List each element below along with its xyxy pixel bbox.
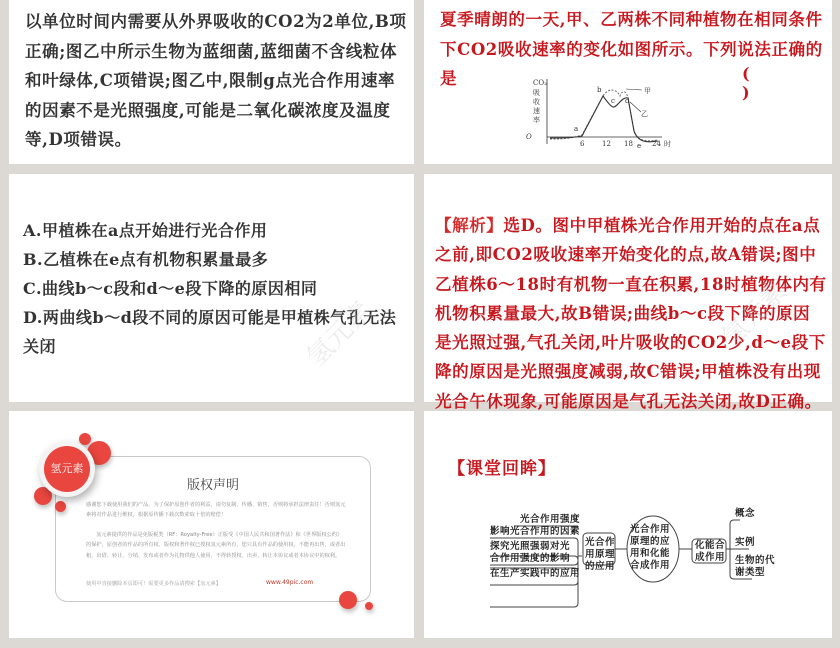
svg-text:6: 6 xyxy=(580,140,585,148)
svg-text:c: c xyxy=(611,97,615,105)
svg-text:O: O xyxy=(526,133,532,141)
concept-item: 概念 xyxy=(735,508,756,519)
slide-top-right[interactable] xyxy=(424,0,832,164)
copyright-url[interactable]: www.49pic.com xyxy=(266,579,314,586)
concept-item: 在生产实践中的应用 xyxy=(490,568,581,579)
svg-text:吸: 吸 xyxy=(533,89,540,97)
concept-node-right: 化能合成作用 xyxy=(695,540,726,563)
concept-item: 生物的代谢类型 xyxy=(735,555,776,578)
svg-text:b: b xyxy=(597,86,602,94)
slide-analysis[interactable] xyxy=(424,174,832,411)
brand-logo xyxy=(39,441,95,497)
answer-paren: ( ) xyxy=(742,64,778,102)
svg-text:24: 24 xyxy=(652,140,661,148)
concept-item: 探究光照强弱对光合作用强度的影响 xyxy=(490,541,571,564)
svg-text:CO₂: CO₂ xyxy=(533,79,547,87)
svg-text:12: 12 xyxy=(602,140,611,148)
concept-item: 影响光合作用的因素 xyxy=(490,526,581,537)
option-c: C.曲线b～c段和d～e段下降的原因相同 xyxy=(23,279,318,298)
svg-text:率: 率 xyxy=(533,116,540,124)
decor-dot xyxy=(55,501,66,512)
concept-node-left: 光合作用原理的应用 xyxy=(585,537,616,572)
decor-dot xyxy=(79,433,91,445)
slide-top-left[interactable] xyxy=(9,0,414,164)
copyright-card xyxy=(55,456,371,602)
slide-copyright[interactable] xyxy=(9,411,414,638)
slide-review[interactable] xyxy=(424,411,832,638)
review-title: 【课堂回眸】 xyxy=(448,459,556,479)
watermark: 氢元素 xyxy=(301,296,378,373)
concept-item: 光合作用强度 xyxy=(520,514,581,525)
svg-text:a: a xyxy=(574,125,579,133)
option-d: D.两曲线b～d段不同的原因可能是甲植株气孔无法关闭 xyxy=(23,308,397,356)
analysis-label: 【解析】 xyxy=(435,216,504,235)
option-a: A.甲植株在a点开始进行光合作用 xyxy=(23,221,268,240)
svg-text:乙: 乙 xyxy=(641,110,648,118)
svg-text:e: e xyxy=(637,142,642,150)
copyright-footer: 使用中直接删除本页即可！需要更多作品请搜索【氢元素】 xyxy=(86,581,221,587)
copyright-title: 版权声明 xyxy=(186,478,239,493)
concept-item: 实例 xyxy=(735,537,756,548)
watermark: 氢元素 xyxy=(716,276,793,353)
analysis-body: 选D。图中甲植株光合作用开始的点在a点之前,即CO2吸收速率开始变化的点,故A错误;图中乙植株6～18时有机物一直在积累,18时植物体内有机物积累量最大,故B错误;曲线b～c段下降的原因是光照过强,气孔关闭,叶片吸收的CO2少,d～e段下降的原因是光照强度减弱,故C错误;甲植株没有出现光合午休现象,可能原因是气孔无法关闭,故D正确。 xyxy=(435,216,827,411)
copyright-para-2: 氢元素提供的作品是免版税类（RF：Royalty-Free）正版受《中国人民共和国著作法》和《世界版权公约》的保护，原创者的作品的所有权、版权和著作权已授权氢元素所有，您只具有作品的使用权，不能再出售，或者出租、出借、转让、分销、发布或者作为礼物供他人使用，不得转授权、出卖、转让本协议或者本协议中的权利。 xyxy=(86,532,346,559)
copyright-para-1: 感谢您下载使用我们的产品，为了保护原创作者的利益，请勿复制、传播、销售，否则将承担法律责任！否则氢元素将对作品进行维权，根据原传播下载次数索取十倍的赔偿！ xyxy=(86,502,346,519)
svg-text:18: 18 xyxy=(624,140,633,148)
question-text: 夏季晴朗的一天,甲、乙两株不同种植物在相同条件下CO2吸收速率的变化如图所示。下列说法正确的是 xyxy=(440,10,823,88)
decor-dot xyxy=(339,591,357,609)
svg-text:d: d xyxy=(625,97,630,105)
explanation-text: 以单位时间内需要从外界吸收的CO2为2单位,B项正确;图乙中所示生物为蓝细菌,蓝细菌不含线粒体和叶绿体,C项错误;图乙中,限制g点光合作用速率的因素不是光照强度,可能是二氧化碳浓度及温度等,D项错误。 xyxy=(25,12,407,149)
svg-text:甲: 甲 xyxy=(644,87,651,95)
decor-dot xyxy=(365,602,373,610)
concept-center: 光合作用原理的应用和化能合成作用 xyxy=(630,524,671,571)
brand-logo-text: 氢元素 xyxy=(44,446,90,492)
svg-text:收: 收 xyxy=(533,98,540,106)
co2-absorption-chart xyxy=(526,76,710,151)
concept-map-lines xyxy=(424,411,832,638)
slide-options[interactable] xyxy=(9,174,414,402)
svg-text:速: 速 xyxy=(533,107,540,115)
svg-text:时: 时 xyxy=(664,140,671,148)
option-b: B.乙植株在e点有机物积累量最多 xyxy=(23,250,269,269)
